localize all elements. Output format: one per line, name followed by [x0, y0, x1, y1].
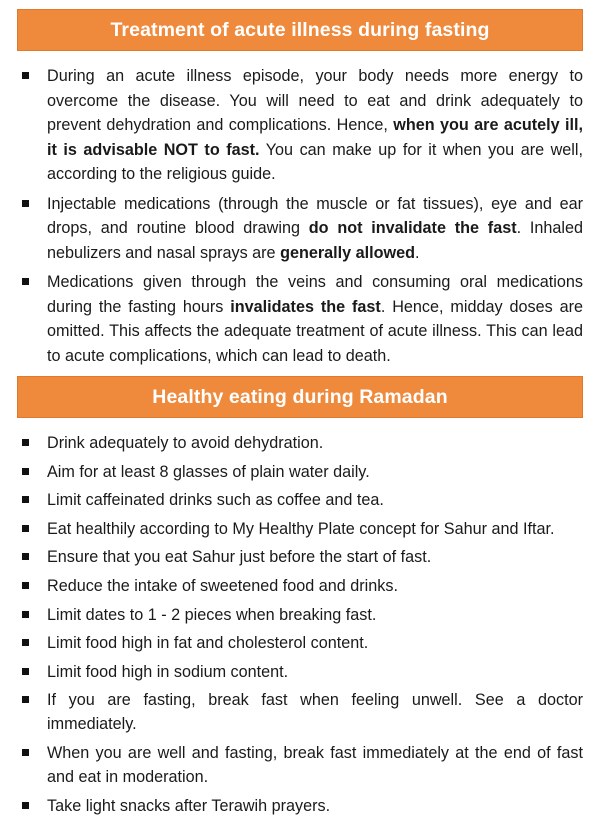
bullet-square-icon: [22, 200, 29, 207]
item-text: Medications given through the veins and consuming oral medications during the fasting hours: [47, 273, 583, 316]
item-text: Take light snacks after Terawih prayers.: [47, 796, 331, 815]
section-heading-acute-illness: Treatment of acute illness during fasting: [17, 9, 583, 51]
item-text: If you are fasting, break fast when feeling unwell. See a doctor immediately.: [47, 691, 583, 734]
list-item: [0, 741, 600, 789]
item-emphasis: generally allowed: [280, 243, 416, 262]
section-heading-healthy-eating: Healthy eating during Ramadan: [17, 376, 583, 418]
list-item: [0, 431, 600, 455]
item-text: When you are well and fasting, break fast immediately at the end of fast and eat in moderation.: [47, 743, 583, 786]
item-text: Eat healthily according to My Healthy Plate concept for Sahur and Iftar.: [47, 519, 555, 538]
bullet-square-icon: [22, 639, 29, 646]
list-item: [0, 603, 600, 627]
list-item: [0, 631, 600, 655]
item-text: Aim for at least 8 glasses of plain water daily.: [47, 462, 370, 481]
list-item: [0, 192, 600, 266]
bullet-square-icon: [22, 749, 29, 756]
list-item: [0, 488, 600, 512]
list-item: [0, 545, 600, 569]
item-text: You can make up for it when you are well, according to the religious guide.: [47, 140, 583, 183]
list-item: [0, 517, 600, 541]
bullet-square-icon: [22, 278, 29, 285]
item-text: .: [415, 243, 420, 262]
healthy-eating-list: [0, 431, 600, 822]
bullet-square-icon: [22, 496, 29, 503]
list-item: [0, 460, 600, 484]
item-text: During an acute illness episode, your body needs more energy to overcome the disease. You will need to eat and drink adequately to prevent dehydration and complications. Hence,: [47, 67, 583, 134]
item-text: . Inhaled nebulizers and nasal sprays are: [47, 219, 584, 262]
bullet-square-icon: [22, 468, 29, 475]
item-emphasis: invalidates the fast: [230, 297, 381, 316]
item-text: Limit food high in sodium content.: [47, 662, 289, 681]
item-emphasis: when you are acutely ill, it is advisable NOT to fast.: [47, 116, 583, 159]
item-text: Reduce the intake of sweetened food and drinks.: [47, 576, 398, 595]
item-emphasis: do not invalidate the fast: [308, 219, 517, 237]
bullet-square-icon: [22, 582, 29, 589]
list-item: [0, 688, 600, 736]
acute-illness-list: [0, 64, 600, 373]
bullet-square-icon: [22, 72, 29, 79]
item-text: Drink adequately to avoid dehydration.: [47, 434, 324, 452]
bullet-square-icon: [22, 553, 29, 560]
list-item: [0, 660, 600, 684]
bullet-square-icon: [22, 696, 29, 703]
item-text: . Hence, midday doses are omitted. This affects the adequate treatment of acute illness. This can lead to acute complications, which can lead to death.: [47, 297, 583, 365]
bullet-square-icon: [22, 802, 29, 809]
bullet-square-icon: [22, 668, 29, 675]
item-text: Limit food high in fat and cholesterol content.: [47, 634, 369, 653]
bullet-square-icon: [22, 439, 29, 446]
item-text: Ensure that you eat Sahur just before the start of fast.: [47, 548, 432, 567]
item-text: Limit caffeinated drinks such as coffee and tea.: [47, 491, 384, 510]
bullet-square-icon: [22, 525, 29, 532]
list-item: [0, 270, 600, 368]
list-item: [0, 64, 600, 187]
bullet-square-icon: [22, 611, 29, 618]
list-item: [0, 574, 600, 598]
list-item: [0, 794, 600, 818]
item-text: Limit dates to 1 - 2 pieces when breaking fast.: [47, 605, 377, 624]
item-text: Injectable medications (through the muscle or fat tissues), eye and ear drops, and routine blood drawing: [47, 194, 583, 237]
